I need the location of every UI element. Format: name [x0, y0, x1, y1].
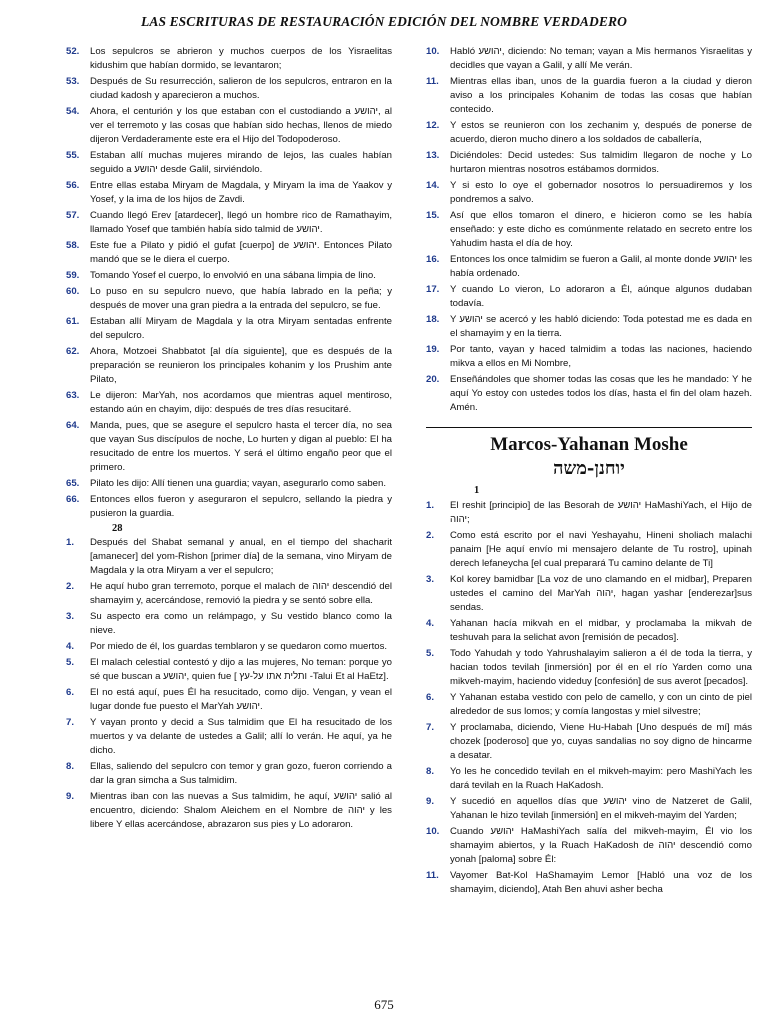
verse-text: Los sepulcros se abrieron y muchos cuerpos de los Yisraelitas kidushim que habían dormido, se levantaron; [90, 46, 392, 71]
verse-text: Ellas, saliendo del sepulcro con temor y gran gozo, fueron corriendo a dar la gran simcha a Sus talmidim. [90, 761, 392, 786]
verse [66, 760, 392, 788]
verse-text: El malach celestial contestó y dijo a las mujeres, No teman: porque yo sé que buscan a יהושע, quien fue [ ותלית אתו על-עץ -Talui Et al HaEtz]. [90, 657, 392, 682]
verse [426, 313, 752, 341]
verse [426, 647, 752, 689]
verse [66, 269, 392, 283]
verse-number: 6. [66, 687, 75, 698]
verse-number: 10. [426, 46, 440, 57]
verse-text: Y si esto lo oye el gobernador nosotros lo persuadiremos y los pondremos a salvo. [450, 180, 752, 205]
book-title: Marcos-Yahanan Moshe [490, 434, 688, 455]
verse-number: 5. [66, 657, 75, 668]
verse-text: Entre ellas estaba Miryam de Magdala, y Miryam la ima de Yaakov y Yosef, y la ima de los hijos de Zavdi. [90, 180, 392, 205]
chapter-28-heading: 28 [112, 523, 123, 534]
verse-text: Su aspecto era como un relámpago, y Su vestido blanco como la nieve. [90, 611, 392, 636]
verse-text: Después de Su resurrección, salieron de los sepulcros, entraron en la ciudad kadosh y aparecieron a muchos. [90, 76, 392, 101]
verse [66, 345, 392, 387]
verse-text: Y Yahanan estaba vestido con pelo de camello, y con un cinto de piel alrededor de sus lomos; y comía langostas y miel silvestre; [450, 692, 752, 718]
verse [426, 721, 752, 763]
verse-text: Y estos se reunieron con los zechanim y, después de ponerse de acuerdo, dieron mucho dinero a los soldados de caballería, [450, 120, 752, 145]
verse-number: 64. [66, 420, 80, 431]
verse-text: Manda, pues, que se asegure el sepulcro hasta el tercer día, no sea que vayan Sus discípulos de noche, Lo hurten y digan al pueblo: El ha resucitado de entre los muertos. Y será el último engaño peor que el primero. [90, 420, 392, 473]
chapter-28-verses [66, 536, 392, 832]
verse-text: Ahora, Motzoei Shabbatot [al día siguiente], que es después de la preparación se reunieron los principales kohanim y los Prushim ante Pilato, [90, 346, 392, 385]
verse-text: Y proclamaba, diciendo, Viene Hu-Habah [Uno después de mí] más chozek [poderoso] que yo, cuyas sandalias no soy digno de hincarme a desatar. [450, 722, 752, 762]
verse-number: 8. [66, 761, 75, 772]
verse [66, 45, 392, 73]
chapter-28-verses-continued [426, 45, 752, 415]
verse-text: Ahora, el centurión y los que estaban con el custodiando a יהושע, al ver el terremoto y las cosas que habían sido hechas, llenos de miedo dijeron Verdaderamente este era el Hijo del Todopoderoso. [90, 106, 392, 145]
verse-text: Mientras ellas iban, unos de la guardia fueron a la ciudad y dieron aviso a los principales Kohanim de todas las cosas que habían contecido. [450, 76, 752, 115]
verse-number: 59. [66, 270, 80, 281]
verse-text: Por miedo de él, los guardas temblaron y se quedaron como muertos. [90, 641, 388, 652]
verse-text: Después del Shabat semanal y anual, en el tiempo del shacharit [amanecer] del yom-Rishon [primer día] de la semana, vino Miryam de Magdala y la otra Miryam a ver el sepulcro; [90, 537, 392, 576]
verse [66, 419, 392, 475]
verse-text: Yahanan hacía mikvah en el midbar, y proclamaba la mikvah de teshuvah para la selichat avon [remisión de pecados]. [450, 618, 752, 644]
verse-text: Pilato les dijo: Allí tienen una guardia; vayan, asegurarlo como saben. [90, 478, 386, 489]
verse-number: 16. [426, 254, 440, 265]
verse-text: Por tanto, vayan y haced talmidim a todas las naciones, haciendo mikva a ellos en Mi Nombre, [450, 344, 752, 369]
verse-number: 17. [426, 284, 440, 295]
verse-text: Tomando Yosef el cuerpo, lo envolvió en una sábana limpia de lino. [90, 270, 376, 281]
verse [66, 640, 392, 654]
verse [426, 253, 752, 281]
verse [66, 105, 392, 147]
verse-number: 60. [66, 286, 80, 297]
verse-text: Cuando יהושע HaMashiYach salía del mikveh-mayim, Él vio los shamayim abiertos, y la Ruach HaKadosh de יהוה descendió como yonah [paloma] sobre Él: [450, 826, 753, 866]
verse [66, 790, 392, 832]
verse-text: Y sucedió en aquellos días que יהושע vino de Natzeret de Galil, Yahanan le hizo tevilah [inmersión] en el mikveh-mayim del Yarden; [450, 796, 752, 822]
verse [426, 209, 752, 251]
verse [66, 686, 392, 714]
verse-number: 2. [426, 530, 435, 542]
verse [66, 580, 392, 608]
running-header: LAS ESCRITURAS DE RESTAURACIÓN EDICIÓN DEL NOMBRE VERDADERO [141, 14, 627, 29]
verse-text: Entonces los once talmidim se fueron a Galil, al monte donde יהושע les había ordenado. [450, 254, 752, 279]
verse-number: 63. [66, 390, 80, 401]
verse-number: 66. [66, 494, 80, 505]
verse [426, 119, 752, 147]
verse [66, 285, 392, 313]
verse-text: Yo les he concedido tevilah en el mikveh-mayim: pero MashiYach les dará tevilah en la Ruach HaKadosh. [450, 766, 752, 792]
verse-number: 4. [66, 641, 75, 652]
verse-text: Habló יהושע, diciendo: No teman; vayan a Mis hermanos Yisraelitas y decidles que vayan a Galil, y allí Me verán. [450, 46, 752, 71]
book-title-hebrew: יוחנן-משה [553, 457, 625, 479]
page-number: 675 [374, 997, 394, 1012]
verse-number: 9. [426, 796, 435, 808]
verse-number: 8. [426, 766, 435, 778]
verse-text: Lo puso en su sepulcro nuevo, que había labrado en la peña; y después de mover una gran piedra a la entrada del sepulcro, se fue. [90, 286, 392, 311]
verse [426, 795, 752, 823]
verse-text: Vayomer Bat-Kol HaShamayim Lemor [Habló una voz de los shamayim, diciendo], Atah Ben ahuvi asher becha [450, 870, 752, 896]
verse [426, 869, 752, 897]
verse-number: 10. [426, 826, 440, 838]
verse [426, 617, 752, 645]
verse-number: 2. [66, 581, 75, 592]
verse-number: 1. [66, 537, 75, 548]
verse-number: 53. [66, 76, 80, 87]
verse [66, 239, 392, 267]
verse-text: Todo Yahudah y todo Yahrushalayim salieron a él de toda la tierra, y hacian todos tevilah [inmersión] por él en el río Yarden como una mikveh-mayim, haciendo videduy [confesión] de sus averot [pecados]. [450, 648, 752, 688]
verse-text: Este fue a Pilato y pidió el gufat [cuerpo] de יהושע. Entonces Pilato mandó que se le diera el cuerpo. [90, 240, 393, 265]
verse-number: 11. [426, 870, 439, 882]
verse-number: 61. [66, 316, 80, 327]
verse-number: 62. [66, 346, 80, 357]
verse-number: 7. [66, 717, 75, 728]
verse [66, 477, 392, 491]
verse [66, 179, 392, 207]
verse-text: Kol korey bamidbar [La voz de uno clamando en el midbar], Preparen ustedes el camino del MarYah יהוה, hagan yashar [enderezar]sus sendas. [450, 574, 752, 614]
book-divider-rule [426, 427, 752, 428]
verse [66, 536, 392, 578]
verse-number: 58. [66, 240, 80, 251]
verse-text: Estaban allí muchas mujeres mirando de lejos, las cuales habían seguido a יהושע desde Galil, sirviéndolo. [90, 150, 392, 175]
verse-text: Mientras iban con las nuevas a Sus talmidim, he aquí, יהושע salió al encuentro, diciendo: Shalom Aleichem en el Nombre de יהוה y les libere Y ellas acercándose, abrazaron sus pies y Lo adoraron. [90, 791, 392, 830]
verse-text: El no está aquí, pues Él ha resucitado, como dijo. Vengan, y vean el lugar donde fue puesto el MarYah יהושע. [90, 687, 392, 712]
verse [426, 283, 752, 311]
verse [426, 691, 752, 719]
verse [66, 656, 392, 684]
verse [66, 389, 392, 417]
verse-text: Así que ellos tomaron el dinero, e hicieron como se les había enseñado: y este dicho es comúnmente relatado en secreto entre los Yahudim hasta el día de hoy. [450, 210, 752, 249]
verse-text: Como está escrito por el navi Yeshayahu, Hineni sholiach malachi panaim [He aquí envío mi mensajero delante de Tu rostro], upinah derech lefaneycha [el cual preparará Tu camino delante de Ti] [450, 530, 752, 570]
verse [426, 825, 752, 867]
verse-number: 15. [426, 210, 440, 221]
verse [426, 499, 752, 527]
verse-text: El reshit [principio] de las Besorah de יהושע HaMashiYach, el Hijo de יהוה; [450, 500, 752, 526]
verse-number: 12. [426, 120, 440, 131]
right-column [426, 45, 752, 899]
verse-text: Le dijeron: MarYah, nos acordamos que mientras aquel mentiroso, estando aún en chayim, dijo: después de tres días resucitaré. [90, 390, 392, 415]
verse-number: 18. [426, 314, 440, 325]
verse [426, 373, 752, 415]
verse [66, 209, 392, 237]
verse-number: 6. [426, 692, 435, 704]
verse-number: 56. [66, 180, 80, 191]
verse [426, 573, 752, 615]
verse [426, 343, 752, 371]
verse [66, 149, 392, 177]
verse [426, 149, 752, 177]
verse-number: 55. [66, 150, 80, 161]
verse-number: 54. [66, 106, 80, 117]
left-column [66, 45, 392, 834]
verse-number: 11. [426, 76, 439, 87]
chapter-1-heading: 1 [474, 485, 480, 497]
verse [66, 75, 392, 103]
verse-text: Diciéndoles: Decid ustedes: Sus talmidim llegaron de noche y Lo hurtaron mientras nosotros estábamos dormidos. [450, 150, 752, 175]
verse-number: 13. [426, 150, 440, 161]
verse-number: 4. [426, 618, 435, 630]
verse-text: Y יהושע se acercó y les habló diciendo: Toda potestad me es dada en el shamayim y en la tierra. [450, 314, 752, 339]
verse [426, 75, 752, 117]
verse-number: 3. [426, 574, 435, 586]
verse [426, 765, 752, 793]
verse-text: Enseñándoles que shomer todas las cosas que les he mandado: Y he aquí Yo estoy con ustedes todos los días, hasta el fin del olam hazeh. Amén. [450, 374, 752, 413]
verse [426, 179, 752, 207]
verse-text: Estaban allí Miryam de Magdala y la otra Miryam sentadas enfrente del sepulcro. [90, 316, 392, 341]
verse-number: 14. [426, 180, 440, 191]
chapter-27-verses [66, 45, 392, 521]
verse-number: 20. [426, 374, 440, 385]
verse [426, 529, 752, 571]
verse-number: 5. [426, 648, 435, 660]
verse-text: Cuando llegó Erev [atardecer], llegó un hombre rico de Ramathayim, llamado Yosef que también había sido talmid de יהושע. [90, 210, 392, 235]
verse [66, 493, 392, 521]
verse [426, 45, 752, 73]
verse-number: 19. [426, 344, 440, 355]
verse-number: 1. [426, 500, 435, 512]
verse-number: 52. [66, 46, 80, 57]
verse-text: Y cuando Lo vieron, Lo adoraron a Él, aúnque algunos dudaban todavía. [450, 284, 752, 309]
verse-text: Entonces ellos fueron y aseguraron el sepulcro, sellando la piedra y pusieron la guardia. [90, 494, 392, 519]
verse [66, 610, 392, 638]
verse-number: 7. [426, 722, 435, 734]
verse [66, 315, 392, 343]
verse-number: 65. [66, 478, 80, 489]
verse-number: 9. [66, 791, 75, 802]
verse [66, 716, 392, 758]
chapter-1-verses [426, 499, 752, 897]
verse-number: 3. [66, 611, 75, 622]
verse-text: He aquí hubo gran terremoto, porque el malach de יהוה descendió del shamayim y, acercándose, removió la piedra y se sentó sobre ella. [90, 581, 392, 606]
verse-text: Y vayan pronto y decid a Sus talmidim que El ha resucitado de los muertos y va delante de ustedes a Galil; allí lo verán. He aquí, ya he dicho. [90, 717, 392, 756]
verse-number: 57. [66, 210, 80, 221]
